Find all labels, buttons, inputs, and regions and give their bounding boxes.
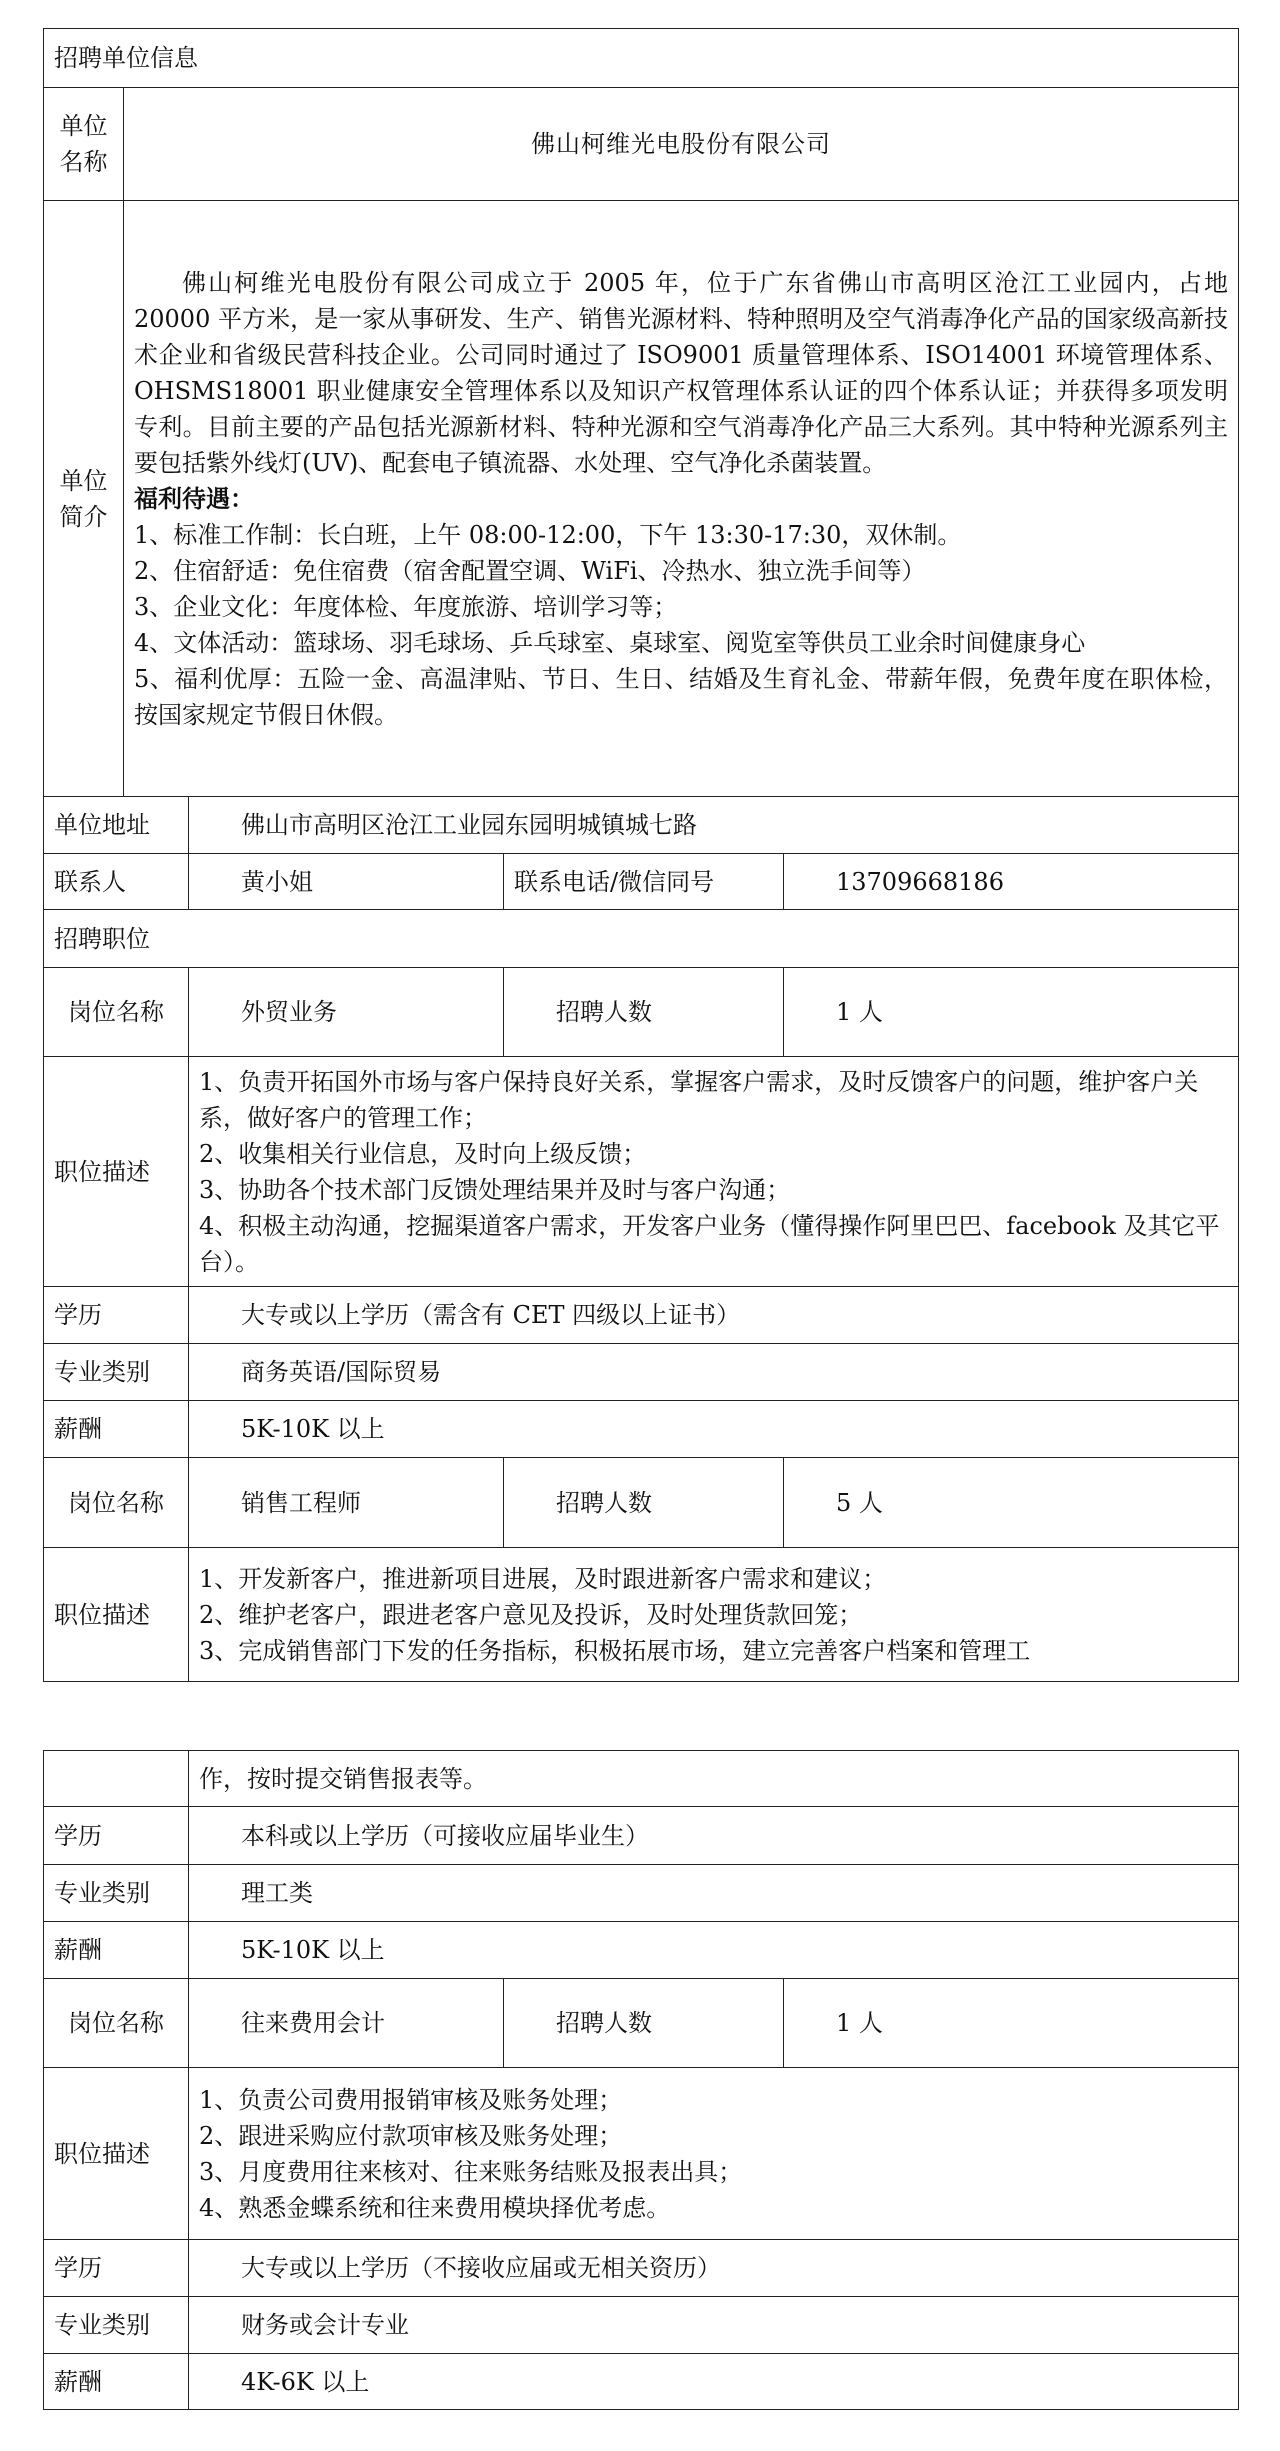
benefit-item: 1、标准工作制：长白班，上午 08:00-12:00，下午 13:30-17:30，双休制。	[134, 520, 962, 549]
recruitment-table-part2	[43, 1750, 1239, 2410]
position-desc-row	[44, 1057, 1239, 1287]
phone-value: 13709668186	[784, 854, 1239, 910]
education-value: 大专或以上学历（需含有 CET 四级以上证书）	[189, 1287, 1239, 1344]
salary-label: 薪酬	[44, 2354, 189, 2410]
education-row	[44, 1287, 1239, 1344]
desc-line: 1、开发新客户，推进新项目进展，及时跟进新客户需求和建议；	[199, 1564, 887, 1593]
desc-label: 职位描述	[44, 1548, 189, 1682]
desc-line: 3、完成销售部门下发的任务指标，积极拓展市场，建立完善客户档案和管理工	[199, 1636, 1031, 1665]
education-value: 大专或以上学历（不接收应届或无相关资历）	[189, 2240, 1239, 2297]
benefits-title: 福利待遇：	[134, 483, 254, 513]
company-name-label: 单位名称	[44, 88, 124, 201]
hire-count: 5 人	[784, 1458, 1239, 1548]
hire-count-label: 招聘人数	[504, 968, 784, 1057]
benefit-item: 2、住宿舒适：免住宿费（宿舍配置空调、WiFi、冷热水、独立洗手间等）	[134, 556, 926, 585]
salary-label: 薪酬	[44, 1922, 189, 1979]
desc-line: 1、负责开拓国外市场与客户保持良好关系，掌握客户需求，及时反馈客户的问题，维护客户关系，做好客户的管理工作；	[199, 1067, 1199, 1132]
position-desc-row	[44, 2068, 1239, 2240]
header-row	[44, 29, 1239, 88]
company-name-row	[44, 88, 1239, 201]
company-name: 佛山柯维光电股份有限公司	[124, 88, 1239, 201]
section-title: 招聘单位信息	[44, 29, 1239, 88]
positions-title: 招聘职位	[44, 910, 1239, 968]
desc-line: 2、收集相关行业信息，及时向上级反馈；	[199, 1139, 647, 1168]
positions-title-row	[44, 910, 1239, 968]
post-name-label: 岗位名称	[44, 968, 189, 1057]
major-value: 商务英语/国际贸易	[189, 1344, 1239, 1401]
major-label: 专业类别	[44, 2297, 189, 2354]
major-label: 专业类别	[44, 1344, 189, 1401]
address-value: 佛山市高明区沧江工业园东园明城镇城七路	[189, 797, 1239, 854]
position-desc-continued-row	[44, 1751, 1239, 1807]
salary-row	[44, 1922, 1239, 1979]
hire-count-label: 招聘人数	[504, 1979, 784, 2068]
major-row	[44, 1344, 1239, 1401]
desc-line: 1、负责公司费用报销审核及账务处理；	[199, 2085, 623, 2114]
desc-continued: 作，按时提交销售报表等。	[189, 1751, 1239, 1807]
benefit-item: 5、福利优厚：五险一金、高温津贴、节日、生日、结婚及生育礼金、带薪年假，免费年度在职体检，按国家规定节假日休假。	[134, 664, 1228, 729]
major-label: 专业类别	[44, 1865, 189, 1922]
benefit-item: 3、企业文化：年度体检、年度旅游、培训学习等；	[134, 592, 678, 621]
salary-row	[44, 1401, 1239, 1458]
empty-label-cell	[44, 1751, 189, 1807]
education-row	[44, 2240, 1239, 2297]
recruitment-table-part1	[43, 28, 1239, 1682]
desc-line: 3、协助各个技术部门反馈处理结果并及时与客户沟通；	[199, 1175, 791, 1204]
major-row	[44, 1865, 1239, 1922]
desc-line: 3、月度费用往来核对、往来账务结账及报表出具；	[199, 2157, 743, 2186]
hire-count: 1 人	[784, 1979, 1239, 2068]
desc-line: 2、维护老客户，跟进老客户意见及投诉，及时处理货款回笼；	[199, 1600, 863, 1629]
position-desc	[189, 2068, 1239, 2240]
company-intro	[124, 201, 1239, 797]
company-intro-row	[44, 201, 1239, 797]
intro-paragraph: 佛山柯维光电股份有限公司成立于 2005 年，位于广东省佛山市高明区沧江工业园内，占地 20000 平方米，是一家从事研发、生产、销售光源材料、特种照明及空气消毒净化产品的国家级高新技术企业和省级民营科技企业。公司同时通过了 ISO9001 质量管理体系、ISO14001 环境管理体系、OHSMS18001 职业健康安全管理体系以及知识产权管理体系认证的四个体系认证；并获得多项发明专利。目前主要的产品包括光源新材料、特种光源和空气消毒净化产品三大系列。其中特种光源系列主要包括紫外线灯(UV)、配套电子镇流器、水处理、空气净化杀菌装置。	[134, 268, 1228, 477]
major-row	[44, 2297, 1239, 2354]
address-row	[44, 797, 1239, 854]
post-name: 外贸业务	[189, 968, 504, 1057]
major-value: 理工类	[189, 1865, 1239, 1922]
education-label: 学历	[44, 1807, 189, 1865]
post-name: 往来费用会计	[189, 1979, 504, 2068]
post-name-label: 岗位名称	[44, 1458, 189, 1548]
education-row	[44, 1807, 1239, 1865]
desc-label: 职位描述	[44, 2068, 189, 2240]
post-name: 销售工程师	[189, 1458, 504, 1548]
position-desc-row	[44, 1548, 1239, 1682]
education-value: 本科或以上学历（可接收应届毕业生）	[189, 1807, 1239, 1865]
company-intro-label: 单位简介	[44, 201, 124, 797]
education-label: 学历	[44, 1287, 189, 1344]
position-header-row	[44, 1979, 1239, 2068]
position-desc	[189, 1057, 1239, 1287]
desc-line: 4、熟悉金蝶系统和往来费用模块择优考虑。	[199, 2193, 671, 2222]
contact-value: 黄小姐	[189, 854, 504, 910]
address-label: 单位地址	[44, 797, 189, 854]
salary-value: 5K-10K 以上	[189, 1401, 1239, 1458]
position-header-row	[44, 968, 1239, 1057]
education-label: 学历	[44, 2240, 189, 2297]
position-desc	[189, 1548, 1239, 1682]
salary-label: 薪酬	[44, 1401, 189, 1458]
salary-row	[44, 2354, 1239, 2410]
benefit-item: 4、文体活动：篮球场、羽毛球场、乒乓球室、桌球室、阅览室等供员工业余时间健康身心	[134, 628, 1086, 657]
phone-label: 联系电话/微信同号	[504, 854, 784, 910]
desc-line: 2、跟进采购应付款项审核及账务处理；	[199, 2121, 623, 2150]
contact-row	[44, 854, 1239, 910]
position-header-row	[44, 1458, 1239, 1548]
major-value: 财务或会计专业	[189, 2297, 1239, 2354]
desc-label: 职位描述	[44, 1057, 189, 1287]
salary-value: 5K-10K 以上	[189, 1922, 1239, 1979]
hire-count: 1 人	[784, 968, 1239, 1057]
desc-line: 4、积极主动沟通，挖掘渠道客户需求，开发客户业务（懂得操作阿里巴巴、facebook 及其它平台）。	[199, 1211, 1220, 1276]
contact-label: 联系人	[44, 854, 189, 910]
hire-count-label: 招聘人数	[504, 1458, 784, 1548]
salary-value: 4K-6K 以上	[189, 2354, 1239, 2410]
post-name-label: 岗位名称	[44, 1979, 189, 2068]
